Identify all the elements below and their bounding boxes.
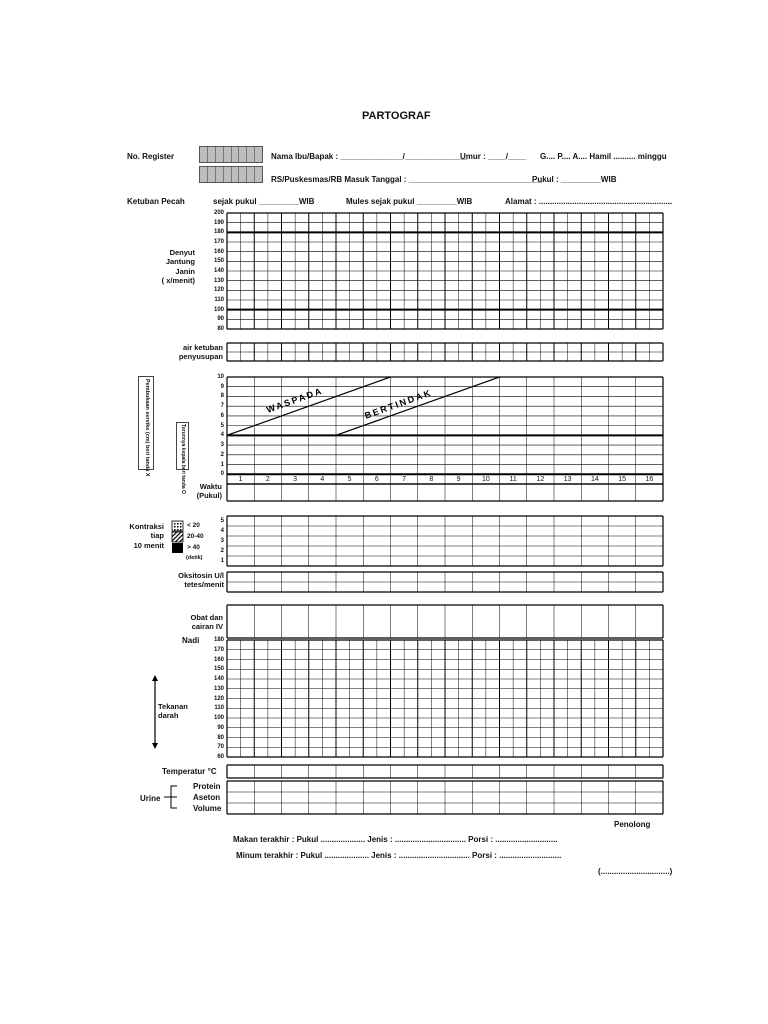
axis-tick-label: 9 <box>220 383 224 390</box>
hour-label: 9 <box>456 476 461 484</box>
axis-tick-label: 160 <box>213 656 224 663</box>
axis-tick-label: 1 <box>220 461 224 468</box>
kontraksi-label: Kontraksi tiap 10 menit <box>129 522 164 550</box>
nadi-grid[interactable] <box>227 640 663 757</box>
temperatur-grid[interactable] <box>227 765 663 778</box>
sejak-field[interactable]: sejak pukul _________WIB <box>213 197 315 206</box>
umur-field[interactable]: Umur : ____/____ <box>460 152 526 161</box>
axis-tick-label: 110 <box>214 705 224 712</box>
axis-tick-label: 160 <box>213 248 224 255</box>
hour-label: 4 <box>320 476 325 484</box>
legend-gt40: > 40 <box>187 544 200 551</box>
turunnya-side-text: Turunnya kepala beri tanda O <box>180 424 186 494</box>
axis-tick-label: 100 <box>213 715 224 721</box>
obat-grid[interactable] <box>227 605 663 638</box>
axis-tick-label: 8 <box>220 393 224 400</box>
axis-tick-label: 70 <box>217 744 224 751</box>
tekanan-label: Tekanan darah <box>158 702 188 721</box>
nama-field[interactable]: Nama Ibu/Bapak : ______________/______________ <box>271 152 468 161</box>
axis-tick-label: 4 <box>220 528 224 534</box>
djj-grid[interactable] <box>227 213 663 329</box>
hour-label: 15 <box>618 476 627 484</box>
axis-tick-label: 6 <box>220 412 224 419</box>
hour-label: 10 <box>481 476 490 484</box>
pembukaan-grid[interactable] <box>227 377 663 484</box>
alamat-field[interactable]: Alamat : ............................................................ <box>505 197 673 206</box>
axis-tick-label: 170 <box>213 239 224 245</box>
axis-tick-label: 190 <box>213 219 224 226</box>
penolong-signature-field[interactable]: (...............................) <box>598 867 673 876</box>
axis-tick-label: 150 <box>213 258 224 265</box>
hour-label: 11 <box>509 476 517 484</box>
hour-label: 6 <box>374 476 379 484</box>
hour-label: 5 <box>347 476 352 484</box>
axis-tick-label: 0 <box>220 471 224 478</box>
gpa-field[interactable]: G.... P.... A.... Hamil .......... minggu <box>540 152 667 161</box>
tekanan-arrow-icon <box>150 675 160 749</box>
axis-tick-label: 1 <box>220 558 224 564</box>
page-title: PARTOGRAF <box>362 110 431 122</box>
oksitosin-label: Oksitosin U/l tetes/menit <box>178 571 224 590</box>
axis-tick-label: 2 <box>220 451 224 458</box>
no-register-label: No. Register <box>127 152 175 161</box>
legend-20-40: 20-40 <box>187 533 204 540</box>
makan-terakhir-field[interactable]: Makan terakhir : Pukul .................... Jenis : ................................ Porsi : ............................ <box>233 835 558 844</box>
axis-tick-label: 120 <box>213 695 224 702</box>
hour-label: 12 <box>536 476 545 484</box>
rs-field[interactable]: RS/Puskesmas/RB Masuk Tanggal : ______________________________ <box>271 175 543 184</box>
hour-label: 3 <box>293 476 298 484</box>
pembukaan-side-text: Pembukaan serviks (cm) beri tanda X <box>144 379 150 477</box>
axis-tick-label: 180 <box>213 229 224 236</box>
axis-tick-label: 5 <box>220 422 224 429</box>
axis-tick-label: 5 <box>220 518 224 524</box>
axis-tick-label: 3 <box>220 538 224 544</box>
kontraksi-legend-swatches <box>171 520 185 556</box>
waktu-grid[interactable] <box>227 484 663 501</box>
axis-tick-label: 80 <box>217 734 224 741</box>
axis-tick-label: 3 <box>220 442 224 449</box>
axis-tick-label: 120 <box>213 287 224 294</box>
legend-detik: (detik) <box>186 555 203 561</box>
hour-label: 13 <box>563 476 572 484</box>
hour-label: 7 <box>402 476 407 484</box>
axis-tick-label: 80 <box>217 326 224 332</box>
hour-label: 16 <box>645 476 654 484</box>
urine-volume-label: Volume <box>193 804 222 813</box>
air-ketuban-label: air ketuban penyusupan <box>178 343 223 362</box>
ketuban-label: Ketuban Pecah <box>127 197 185 206</box>
urine-aseton-label: Aseton <box>193 793 221 802</box>
axis-tick-label: 150 <box>213 666 224 673</box>
axis-tick-label: 2 <box>220 548 224 554</box>
hour-label: 14 <box>590 476 599 484</box>
penolong-label: Penolong <box>614 820 651 829</box>
minum-terakhir-field[interactable]: Minum terakhir : Pukul .................... Jenis : ................................ Porsi : ............................ <box>236 851 562 860</box>
hour-label: 2 <box>265 476 270 484</box>
mules-field[interactable]: Mules sejak pukul _________WIB <box>346 197 473 206</box>
axis-tick-label: 90 <box>217 316 224 323</box>
axis-tick-label: 180 <box>213 637 224 643</box>
air-ketuban-grid[interactable] <box>227 343 663 361</box>
axis-tick-label: 200 <box>213 210 224 216</box>
register-box-1[interactable] <box>199 146 263 163</box>
temperatur-label: Temperatur °C <box>162 767 217 776</box>
axis-tick-label: 7 <box>220 403 224 410</box>
obat-label: Obat dan cairan IV <box>190 613 223 632</box>
waktu-label: Waktu (Pukul) <box>196 482 222 501</box>
urine-label: Urine <box>140 794 161 803</box>
axis-tick-label: 140 <box>213 676 224 682</box>
register-box-2[interactable] <box>199 166 263 183</box>
legend-lt20: < 20 <box>187 522 200 529</box>
axis-tick-label: 140 <box>213 268 224 274</box>
axis-tick-label: 130 <box>213 277 224 284</box>
axis-tick-label: 100 <box>213 306 224 313</box>
hour-label: 1 <box>238 476 243 484</box>
urine-bracket <box>164 782 178 812</box>
axis-tick-label: 4 <box>220 432 224 439</box>
nadi-label: Nadi <box>182 636 200 645</box>
pukul-field[interactable]: Pukul : _________WIB <box>532 175 617 184</box>
waspada-label: WASPADA <box>265 385 325 415</box>
bertindak-label: BERTINDAK <box>363 387 434 421</box>
oksitosin-grid[interactable] <box>227 572 663 592</box>
kontraksi-grid[interactable] <box>227 516 663 566</box>
axis-tick-label: 90 <box>217 724 224 731</box>
axis-tick-label: 130 <box>213 685 224 692</box>
urine-grid[interactable] <box>227 781 663 814</box>
hour-label: 8 <box>429 476 434 484</box>
djj-label: Denyut Jantung Janin ( x/menit) <box>161 248 195 286</box>
axis-tick-label: 110 <box>214 297 224 303</box>
urine-protein-label: Protein <box>193 782 221 791</box>
axis-tick-label: 60 <box>217 754 224 760</box>
axis-tick-label: 10 <box>217 374 224 380</box>
axis-tick-label: 170 <box>213 646 224 653</box>
